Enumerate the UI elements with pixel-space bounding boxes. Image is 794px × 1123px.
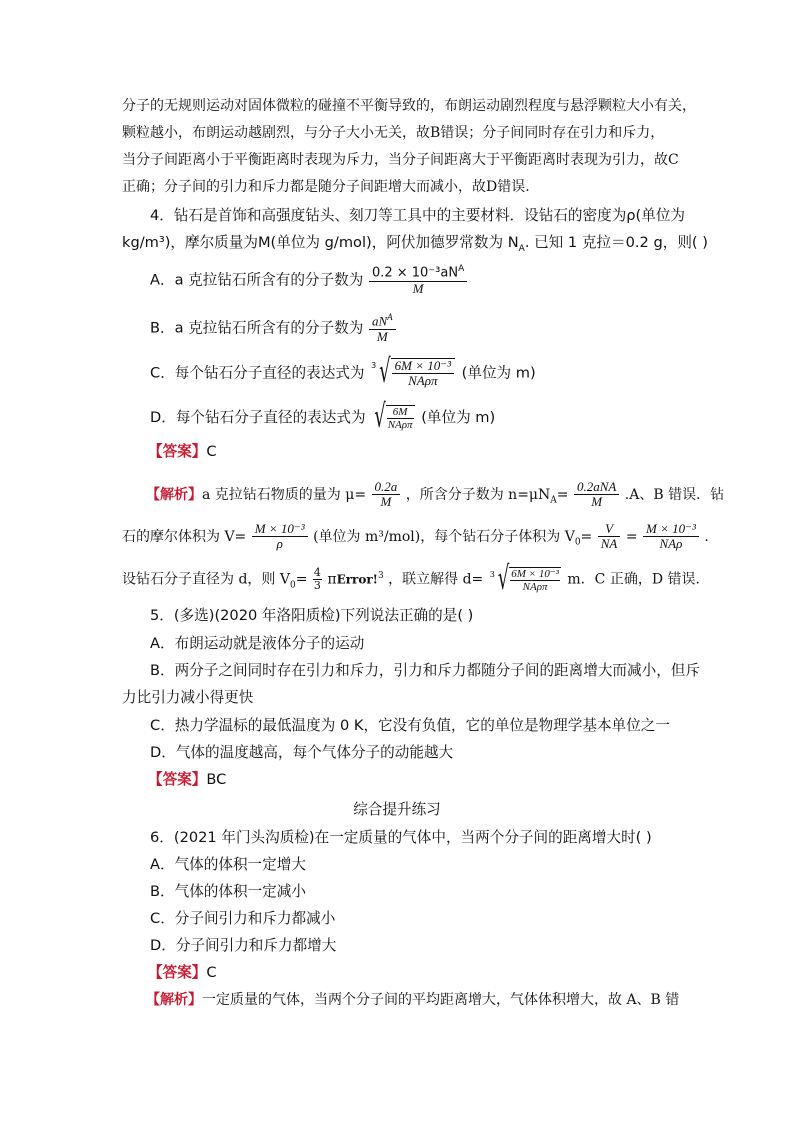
q4-option-a: A．a 克拉钻石所含有的分子数为 $\frac{0.2 \times 10^{-3}aN^A}{M}$ — [150, 265, 468, 296]
q5-answer: 【答案】BC — [148, 771, 227, 788]
q4-analysis-cube-root: 3 √ $\frac{\text{6M × 10⁻³}}{\text{NAρπ}}$ — [489, 559, 559, 598]
intro-line-4: 正确；分子间的引力和斥力都是随分子间距增大而减小，故D错误. — [122, 179, 530, 195]
q6-answer: 【答案】C — [148, 964, 217, 981]
q4-option-d-square-root: √ $\frac{6M}{\text{NAρπ}}$ — [374, 398, 413, 437]
q5-option-c: C．热力学温标的最低温度为 0 K，它没有负值，它的单位是物理学基本单位之一 — [150, 717, 670, 734]
q4-option-c: C．每个钻石分子直径的表达式为 3 √ $\frac{\text{6M × 10⁻³}}{\text{NAρπ}}$ (单位为 m) — [150, 353, 536, 392]
intro-line-3: 当分子间距离小于平衡距离时表现为斥力，当分子间距离大于平衡距离时表现为引力，故C — [122, 152, 679, 168]
intro-line-2: 颗粒越小，布朗运动越剧烈，与分子大小无关，故B错误；分子间同时存在引力和斥力， — [122, 125, 665, 141]
q4-analysis-line-1: 【解析】a 克拉钻石物质的量为 μ= $\frac{0.2a}{M}$ ，所含分子数为 $n=\mu N_A=$ $\frac{\text{0.2aNA}}{M}$ .A、B 错误．钻 — [146, 479, 725, 510]
q4-stem-line-1: 4．钻石是首饰和高强度钻头、刻刀等工具中的主要材料．设钻石的密度为ρ(单位为 — [150, 207, 686, 224]
q4-option-c-cube-root: 3 √ $\frac{\text{6M × 10⁻³}}{\text{NAρπ}}$ — [379, 358, 455, 389]
q6-option-b: B．气体的体积一定减小 — [150, 883, 306, 900]
q4-option-a-fraction: $\frac{0.2 \times 10^{-3}aN^A}{M}$ — [369, 265, 467, 296]
q4-option-b-fraction: $\frac{aN^A}{M}$ — [369, 313, 396, 344]
q5-option-b-line-1: B．两分子之间同时存在引力和斥力，引力和斥力都随分子间的距离增大而减小，但斥 — [150, 662, 700, 679]
q4-stem-line-2: kg/m³)，摩尔质量为M(单位为 g/mol)，阿伏加德罗常数为 $N_A$. 已知 1 克拉＝0.2 g，则( ) — [122, 234, 708, 254]
q5-option-d: D．气体的温度越高，每个气体分子的动能越大 — [150, 744, 454, 761]
q6-option-c: C．分子间引力和斥力都减小 — [150, 910, 336, 927]
q4-answer: 【答案】C — [148, 443, 217, 460]
intro-line-1: 分子的无规则运动对固体微粒的碰撞不平衡导致的，布朗运动剧烈程度与悬浮颗粒大小有关， — [122, 98, 696, 114]
q5-stem: 5．(多选)(2020 年洛阳质检)下列说法正确的是( ) — [150, 607, 474, 624]
q4-analysis-line-2: 石的摩尔体积为 V= $\frac{\text{M × 10⁻³}}{\rho}$ (单位为 m³/mol)，每个钻石分子体积为 $V_0=$ $\frac{V}{NA}$ = $\frac{\text{M × 10⁻³}}{\text{NAρ}}$ . — [122, 521, 709, 552]
section-title: 综合提升练习 — [353, 801, 441, 818]
q6-analysis: 【解析】一定质量的气体，当两个分子间的平均距离增大，气体体积增大，故 A、B 错 — [146, 992, 680, 1008]
q4-option-d: D．每个钻石分子直径的表达式为 √ $\frac{6M}{\text{NAρπ}}$ (单位为 m) — [150, 398, 496, 437]
q5-option-b-line-2: 力比引力减小得更快 — [122, 689, 254, 706]
q6-option-d: D．分子间引力和斥力都增大 — [150, 937, 337, 954]
q6-stem: 6．(2021 年门头沟质检)在一定质量的气体中，当两个分子间的距离增大时( ) — [150, 829, 652, 846]
q4-option-b: B．a 克拉钻石所含有的分子数为 $\frac{aN^A}{M}$ — [150, 313, 397, 344]
q4-analysis-line-3: 设钻石分子直径为 d，则 $V_0=$ $\frac{4}{3}$ πError!$^3$ ，联立解得 d= 3 √ $\frac{\text{6M × 10⁻³}}{\text{NAρπ}}$ m．C 正确，D 错误． — [122, 559, 710, 598]
q6-option-a: A．气体的体积一定增大 — [150, 856, 306, 873]
q5-option-a: A．布朗运动就是液体分子的运动 — [150, 635, 365, 652]
